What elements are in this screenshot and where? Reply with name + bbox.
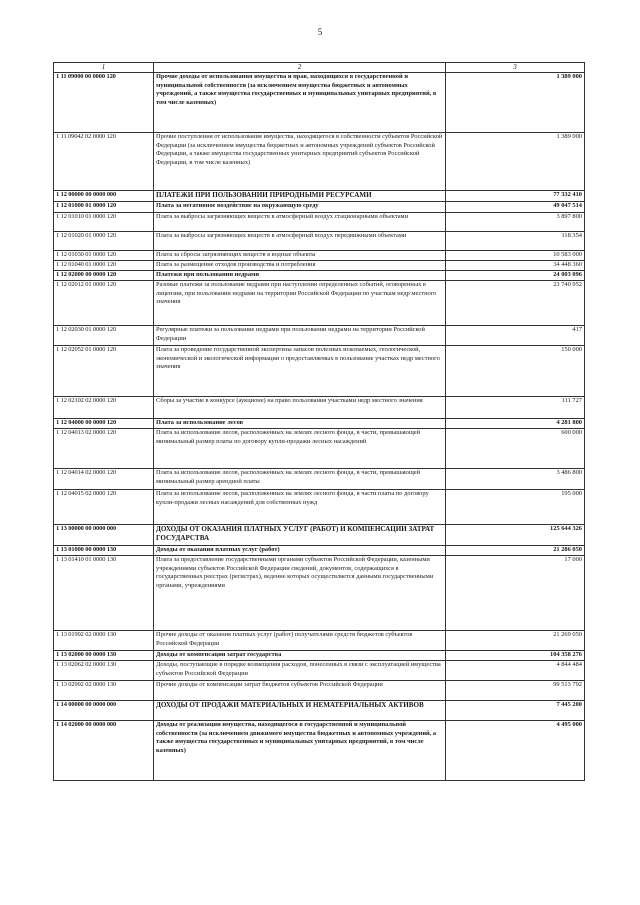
revenue-code-cell: 1 13 01410 01 0000 130 [54, 556, 154, 631]
revenue-code-cell: 1 12 01030 01 0000 120 [54, 251, 154, 261]
table-row [54, 397, 585, 419]
revenue-name-cell: Доходы, поступающие в порядке возмещения расходов, понесенных в связи с эксплуатацией имущества субъектов Российской Федерации [154, 661, 446, 681]
revenue-name-cell: Плата за использование лесов, расположенных на землях лесного фонда, в части, превышающей минимальный размер платы по договору купли-продажи лесных насаждений [154, 429, 446, 469]
amount-cell: 125 644 326 [446, 525, 585, 546]
revenue-name-cell: Прочие доходы от компенсации затрат бюджетов субъектов Российской Федерации [154, 681, 446, 701]
amount-cell: 4 844 484 [446, 661, 585, 681]
revenue-code-cell: 1 13 01992 02 0000 130 [54, 631, 154, 651]
page-number: 5 [317, 27, 323, 37]
amount-cell: 21 286 050 [446, 546, 585, 556]
amount-cell: 150 000 [446, 346, 585, 397]
revenue-name-cell: Плата за использование лесов [154, 419, 446, 429]
table-row [54, 721, 585, 781]
revenue-code-cell: 1 11 09000 00 0000 120 [54, 73, 154, 133]
table-row [54, 546, 585, 556]
table-row [54, 261, 585, 271]
revenue-rows [54, 73, 585, 781]
revenue-code-cell: 1 12 02000 00 0000 120 [54, 271, 154, 281]
amount-cell: 600 000 [446, 429, 585, 469]
revenue-name-cell: Плата за выбросы загрязняющих веществ в атмосферный воздух передвижными объектами [154, 232, 446, 251]
table-row [54, 701, 585, 721]
revenue-name-cell: Прочие поступления от использования имущества, находящегося в собственности субъектов Российской Федерации (за исключением имущества бюджетных и автономных учреждений субъектов Российской Федерации, а также имущества государственных унитарных предприятий субъектов Российской Федерации, в том числе казенных) [154, 133, 446, 191]
amount-cell: 3 897 800 [446, 213, 585, 232]
amount-cell: 1 389 000 [446, 133, 585, 191]
revenue-code-cell: 1 12 01000 01 0000 120 [54, 202, 154, 213]
amount-cell: 34 448 360 [446, 261, 585, 271]
amount-cell: 99 513 792 [446, 681, 585, 701]
amount-cell: 23 740 952 [446, 281, 585, 326]
amount-cell: 49 047 514 [446, 202, 585, 213]
revenue-code-cell: 1 12 04014 02 0000 120 [54, 469, 154, 490]
amount-cell: 104 358 276 [446, 651, 585, 661]
table-row [54, 681, 585, 701]
table-row [54, 281, 585, 326]
revenue-code-cell: 1 13 02062 02 0000 130 [54, 661, 154, 681]
table-row [54, 202, 585, 213]
revenue-code-cell: 1 12 04000 00 0000 120 [54, 419, 154, 429]
table-row [54, 419, 585, 429]
revenue-code-cell: 1 12 01040 01 0000 120 [54, 261, 154, 271]
table-row [54, 133, 585, 191]
table-row [54, 490, 585, 525]
table-row [54, 271, 585, 281]
table-row [54, 661, 585, 681]
revenue-table [53, 62, 585, 781]
amount-cell: 4 495 000 [446, 721, 585, 781]
amount-cell: 21 269 050 [446, 631, 585, 651]
column-number-row [54, 63, 585, 73]
revenue-code-cell: 1 12 02102 02 0000 120 [54, 397, 154, 419]
revenue-name-cell: Разовые платежи за пользование недрами при наступлении определенных событий, оговоренных в лицензии, при пользовании недрами на территории Российской Федерации по участкам недр местного значения [154, 281, 446, 326]
revenue-code-cell: 1 14 02000 00 0000 000 [54, 721, 154, 781]
revenue-name-cell: Доходы от компенсации затрат государства [154, 651, 446, 661]
column-number-code: 1 [54, 63, 154, 73]
table-row [54, 556, 585, 631]
table-row [54, 191, 585, 202]
revenue-code-cell: 1 12 02030 01 0000 120 [54, 326, 154, 346]
revenue-name-cell: Плата за размещение отходов производства и потребления [154, 261, 446, 271]
revenue-code-cell: 1 12 01020 01 0000 120 [54, 232, 154, 251]
table-row [54, 73, 585, 133]
column-number-name: 2 [154, 63, 446, 73]
revenue-name-cell: Регулярные платежи за пользование недрами при пользовании недрами на территории Российской Федерации [154, 326, 446, 346]
table-row [54, 213, 585, 232]
revenue-name-cell: Доходы от оказания платных услуг (работ) [154, 546, 446, 556]
column-number-amount: 3 [446, 63, 585, 73]
revenue-name-cell: Прочие доходы от использования имущества и прав, находящихся в государственной и муниципальной собственности (за исключением имущества бюджетных и автономных учреждений, а также имущества государственных и муниципальных унитарных предприятий, в том числе казенных) [154, 73, 446, 133]
revenue-name-cell: ДОХОДЫ ОТ ПРОДАЖИ МАТЕРИАЛЬНЫХ И НЕМАТЕРИАЛЬНЫХ АКТИВОВ [154, 701, 446, 721]
table-row [54, 326, 585, 346]
amount-cell: 417 [446, 326, 585, 346]
revenue-name-cell: Плата за использование лесов, расположенных на землях лесного фонда, в части платы по договору купли-продажи лесных насаждений для собственных нужд [154, 490, 446, 525]
table-row [54, 469, 585, 490]
revenue-code-cell: 1 13 02000 00 0000 130 [54, 651, 154, 661]
revenue-code-cell: 1 13 00000 00 0000 000 [54, 525, 154, 546]
amount-cell: 7 445 200 [446, 701, 585, 721]
revenue-code-cell: 1 12 04013 02 0000 120 [54, 429, 154, 469]
table-row [54, 346, 585, 397]
revenue-name-cell: ПЛАТЕЖИ ПРИ ПОЛЬЗОВАНИИ ПРИРОДНЫМИ РЕСУРСАМИ [154, 191, 446, 202]
amount-cell: 1 389 000 [446, 73, 585, 133]
amount-cell: 24 003 096 [446, 271, 585, 281]
revenue-name-cell: Доходы от реализации имущества, находящегося в государственной и муниципальной собственности (за исключением движимого имущества бюджетных и автономных учреждений, а также имущества государственных и муниципальных унитарных предприятий, в том числе казенных) [154, 721, 446, 781]
revenue-name-cell: Платежи при пользовании недрами [154, 271, 446, 281]
amount-cell: 111 727 [446, 397, 585, 419]
amount-cell: 3 486 800 [446, 469, 585, 490]
revenue-code-cell: 1 14 00000 00 0000 000 [54, 701, 154, 721]
revenue-name-cell: Плата за использование лесов, расположенных на землях лесного фонда, в части, превышающей минимальный размер арендной платы [154, 469, 446, 490]
table-row [54, 232, 585, 251]
revenue-name-cell: Плата за сбросы загрязняющих веществ в водные объекты [154, 251, 446, 261]
revenue-code-cell: 1 12 04015 02 0000 120 [54, 490, 154, 525]
revenue-name-cell: Плата за проведение государственной экспертизы запасов полезных ископаемых, геологической, экономической и экологической информации о предоставляемых в пользование участках недр местного значения [154, 346, 446, 397]
amount-cell: 4 281 800 [446, 419, 585, 429]
revenue-code-cell: 1 12 01010 01 0000 120 [54, 213, 154, 232]
table-row [54, 525, 585, 546]
revenue-name-cell: Сборы за участие в конкурсе (аукционе) на право пользования участками недр местного значения [154, 397, 446, 419]
revenue-code-cell: 1 12 00000 00 0000 000 [54, 191, 154, 202]
revenue-name-cell: ДОХОДЫ ОТ ОКАЗАНИЯ ПЛАТНЫХ УСЛУГ (РАБОТ) И КОМПЕНСАЦИИ ЗАТРАТ ГОСУДАРСТВА [154, 525, 446, 546]
revenue-code-cell: 1 13 02992 02 0000 130 [54, 681, 154, 701]
amount-cell: 195 000 [446, 490, 585, 525]
revenue-code-cell: 1 12 02052 01 0000 120 [54, 346, 154, 397]
table-row [54, 251, 585, 261]
revenue-code-cell: 1 13 01000 00 0000 130 [54, 546, 154, 556]
amount-cell: 10 583 000 [446, 251, 585, 261]
amount-cell: 77 332 410 [446, 191, 585, 202]
revenue-code-cell: 1 11 09042 02 0000 120 [54, 133, 154, 191]
revenue-code-cell: 1 12 02012 01 0000 120 [54, 281, 154, 326]
amount-cell: 118 354 [446, 232, 585, 251]
table-row [54, 631, 585, 651]
revenue-name-cell: Прочие доходы от оказания платных услуг (работ) получателями средств бюджетов субъектов Российской Федерации [154, 631, 446, 651]
revenue-name-cell: Плата за предоставление государственными органами субъектов Российской Федерации, казенными учреждениями субъектов Российской Федерации сведений, документов, содержащихся в государственных реестрах (регистрах), ведение которых осуществляется данными государственными органами, учреждениями [154, 556, 446, 631]
table-row [54, 651, 585, 661]
table-row [54, 429, 585, 469]
amount-cell: 17 000 [446, 556, 585, 631]
revenue-name-cell: Плата за выбросы загрязняющих веществ в атмосферный воздух стационарными объектами [154, 213, 446, 232]
revenue-name-cell: Плата за негативное воздействие на окружающую среду [154, 202, 446, 213]
